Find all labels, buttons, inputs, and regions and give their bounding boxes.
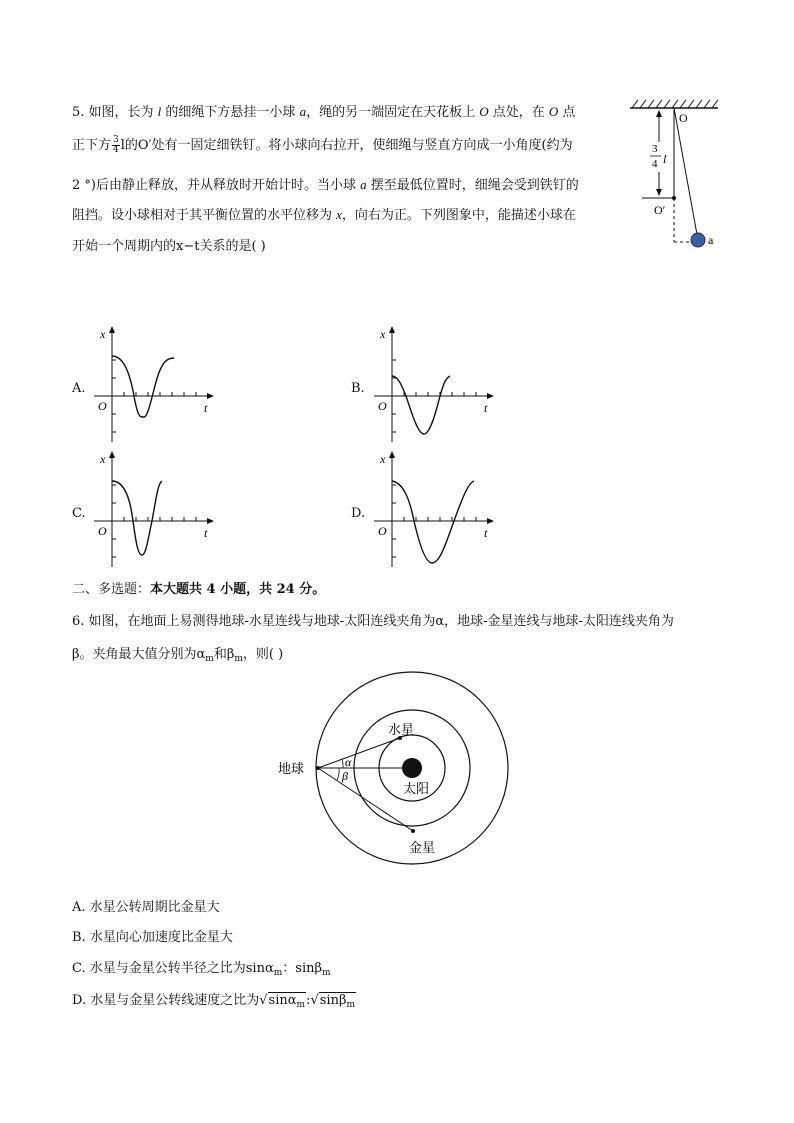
curve [112,481,162,555]
q5-text: ，向右为正。下列图象中，能描述小球在 [341,208,576,223]
q6-option-B[interactable]: B. 水星向心加速度比金星大 [72,930,233,945]
axis-arrow-icon [207,393,214,399]
earth-mercury-line [318,738,400,768]
beta-label: β [342,769,348,783]
string [674,108,698,240]
sun-label: 太阳 [403,781,430,796]
orbit-figure [270,666,530,866]
axis-arrow-icon [389,326,395,333]
opt-c-text: ：sinβ [282,961,322,976]
ceiling [630,100,718,108]
label-O: O [679,111,688,125]
sqrt-icon: √ [259,993,268,1008]
q5-line-5 [72,239,266,255]
sqrt-icon: √ [310,993,319,1008]
q6-text: 和β [213,647,235,662]
opt-d-text: D. 水星与金星公转线速度之比为 [72,993,260,1008]
axis-x-label: x [380,327,386,341]
curve [392,376,450,434]
q5-text: 正下方 [72,138,112,153]
ball [691,233,705,247]
ratio-separator: : [306,993,311,1008]
var-a: a [360,177,367,192]
option-A-letter[interactable]: A. [72,381,86,396]
axis-x-label: x [380,452,386,466]
mercury-label: 水星 [388,722,415,737]
subscript-m: m [322,968,331,978]
var-a: a [299,104,307,119]
venus-point [411,829,415,833]
q5-text: ，绳的另一端固定在天花板上 [306,105,480,120]
radicand-text: sinβ [319,993,347,1008]
q6-option-A[interactable]: A. 水星公转周期比金星大 [72,900,220,915]
axis-arrow-icon [207,518,214,524]
q5-text: l的O′处有一固定细铁钉。将小球向右拉开，使细绳与竖直方向成一小角度(约为 [120,138,573,153]
subscript-m: m [234,654,243,664]
axis-arrow-icon [109,451,115,458]
curve [392,481,474,563]
earth-point [316,766,320,770]
section-heading [72,582,325,598]
q5-line-1 [72,104,575,121]
subscript-m: m [346,1000,356,1010]
axis-arrow-icon [109,326,115,333]
axis-t-label: t [204,401,208,415]
frac-num: 3 [113,135,119,145]
axis-t-label: t [484,401,488,415]
radicand-text: sinα [268,993,297,1008]
axis-t-label: t [204,526,208,540]
subscript-m: m [273,968,283,978]
var-O: O [479,104,489,119]
q6-text: ，则( ) [242,647,284,662]
alpha-label: α [345,755,352,769]
option-B-graph[interactable] [370,322,500,446]
q5-line-2 [72,136,573,156]
radicand-1 [268,992,307,1013]
q6-line-2 [72,647,283,667]
arrow-up-icon [656,110,662,117]
axis-x-label: x [100,327,106,341]
q5-text: 开始一个周期内的x−t关系的是( ) [72,239,266,254]
q5-text: 点处，在 [488,105,549,120]
origin-label: O [378,524,387,538]
subscript-m: m [205,654,214,664]
radicand-2 [319,992,356,1013]
q5-text: 点 [558,105,576,120]
var-x: x [336,207,342,222]
label-a: a [708,233,714,247]
fraction-three-quarters [112,136,120,155]
q5-line-4 [72,207,576,224]
venus-label: 金星 [409,840,436,855]
q5-text: 5. 如图，长为 [72,105,158,120]
pendulum-figure [620,96,730,256]
dim-label-l: l [663,152,667,166]
option-A-graph[interactable] [90,322,220,446]
axis-arrow-icon [487,518,494,524]
origin-label: O [98,399,107,413]
section-prefix: 二、多选题： [72,582,151,597]
q6-text: β。夹角最大值分别为α [72,647,206,662]
earth-label: 地球 [278,761,305,776]
option-D-letter[interactable]: D. [351,506,366,521]
var-l: l [157,104,162,119]
q6-option-C[interactable] [72,961,331,981]
curve [112,356,174,417]
axis-t-label: t [484,526,488,540]
frac-den: 4 [113,145,119,155]
axis-arrow-icon [487,393,494,399]
q5-line-3 [72,177,579,194]
opt-c-text: C. 水星与金星公转半径之比为sinα [72,961,274,976]
dim-frac-num: 3 [652,143,658,155]
axis-arrow-icon [389,451,395,458]
q5-text: 的细绳下方悬挂一小球 [161,105,300,120]
var-O: O [548,104,559,119]
section-bold: 本大题共 4 小题，共 24 分。 [150,582,326,597]
beta-arc [337,768,339,780]
arrow-down-icon [656,189,662,196]
q5-text: 摆至最低位置时，细绳会受到铁钉的 [366,178,579,193]
alpha-arc [342,759,343,768]
q5-text: 阻挡。设小球相对于其平衡位置的水平位移为 [72,208,337,223]
label-O-prime: O′ [654,203,666,217]
option-C-letter[interactable]: C. [72,506,86,521]
q5-text: 2 °)后由静止释放，并从释放时开始计时。当小球 [72,178,361,193]
option-D-graph[interactable] [370,447,500,571]
subscript-m: m [296,1000,306,1010]
origin-label: O [98,524,107,538]
dim-frac-den: 4 [652,158,658,170]
option-B-letter[interactable]: B. [351,381,365,396]
origin-label: O [378,399,387,413]
q6-line-1: 6. 如图，在地面上易测得地球-水星连线与地球-太阳连线夹角为α，地球-金星连线与地球-太阳连线夹角为 [72,614,674,629]
axis-x-label: x [100,452,106,466]
option-C-graph[interactable] [90,447,220,571]
q6-option-D[interactable] [72,992,356,1013]
